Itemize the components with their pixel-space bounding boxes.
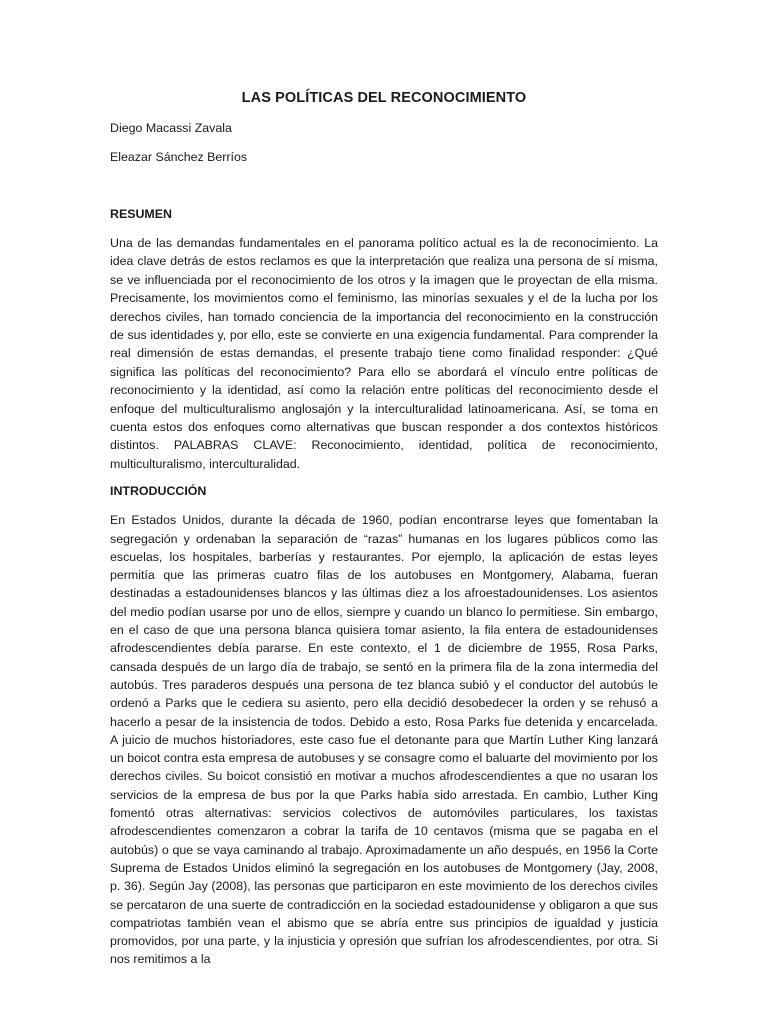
introduction-paragraph: En Estados Unidos, durante la década de 1960, podían encontrarse leyes que fomentaban la segregación y ordenaban la separación de “razas” humanas en los lugares públicos como las escuelas, los hospitales, barberías y restaurantes. Por ejemplo, la aplicación de estas leyes permitía que las primeras cuatro filas de los autobuses en Montgomery, Alabama, fueran destinadas a estadounidenses blancos y las últimas diez a los afroestadounidenses. Los asientos del medio podían usarse por uno de ellos, siempre y cuando un blanco lo permitiese. Sin embargo, en el caso de que una persona blanca quisiera tomar asiento, la fila entera de estadounidenses afrodescendientes debía pararse. En este contexto, el 1 de diciembre de 1955, Rosa Parks, cansada después de un largo día de trabajo, se sentó en la primera fila de la zona intermedia del autobús. Tres paraderos después una persona de tez blanca subió y el conductor del autobús le ordenó a Parks que le cediera su asiento, pero ella decidió desobedecer la orden y se rehusó a hacerlo a pesar de la insistencia de todos. Debido a esto, Rosa Parks fue detenida y encarcelada. A juicio de muchos historiadores, este caso fue el detonante para que Martín Luther King lanzará un boicot contra esta empresa de autobuses y se consagre como el baluarte del movimiento por los derechos civiles. Su boicot consistió en motivar a muchos afrodescendientes a que no usaran los servicios de la empresa de bus por la que Parks había sido arrestada. En cambio, Luther King fomentó otras alternativas: servicios colectivos de automóviles particulares, los taxistas afrodescendientes comenzaron a cobrar la tarifa de 10 centavos (misma que se pagaba en el autobús) o que se vaya caminando al trabajo. Aproximadamente un año después, en 1956 la Corte Suprema de Estados Unidos eliminó la segregación en los autobuses de Montgomery (Jay, 2008, p. 36). Según Jay (2008), las personas que participaron en este movimiento de los derechos civiles se percataron de una suerte de contradicción en la sociedad estadounidense y obligaron a que sus compatriotas también vean el abismo que se abría entre sus principios de igualdad y justicia promovidos, por una parte, y la injusticia y opresión que sufrían los afrodescendientes, por otra. Si nos remitimos a la — [110, 513, 658, 967]
section-heading-introduccion: INTRODUCCIÓN — [110, 484, 207, 499]
author-name: Eleazar Sánchez Berríos — [110, 150, 248, 164]
document-page — [110, 88, 658, 969]
document-title: LAS POLÍTICAS DEL RECONOCIMIENTO — [241, 90, 527, 106]
section-heading-resumen: RESUMEN — [110, 207, 172, 221]
author-name: Diego Macassi Zavala — [110, 121, 232, 135]
abstract-paragraph: Una de las demandas fundamentales en el panorama político actual es la de reconocimiento. La idea clave detrás de estos reclamos es que la interpretación que realiza una persona de sí misma, se ve influenciada por el reconocimiento de los otros y la imagen que le proyectan de ella misma. Precisamente, los movimientos como el feminismo, las minorías sexuales y el de la lucha por los derechos civiles, han tomado conciencia de la importancia del reconocimiento en la construcción de sus identidades y, por ello, este se convierte en una exigencia fundamental. Para comprender la real dimensión de estas demandas, el presente trabajo tiene como finalidad responder: ¿Qué significa las políticas del reconocimiento? Para ello se abordará el vínculo entre políticas de reconocimiento y la identidad, así como la relación entre políticas del reconocimiento desde el enfoque del multiculturalismo anglosajón y la interculturalidad latinoamericana. Así, se toma en cuenta estos dos enfoques como alternativas que buscan responder a dos contextos históricos distintos. PALABRAS CLAVE: Reconocimiento, identidad, política de reconocimiento, multiculturalismo, interculturalidad. — [110, 236, 658, 471]
